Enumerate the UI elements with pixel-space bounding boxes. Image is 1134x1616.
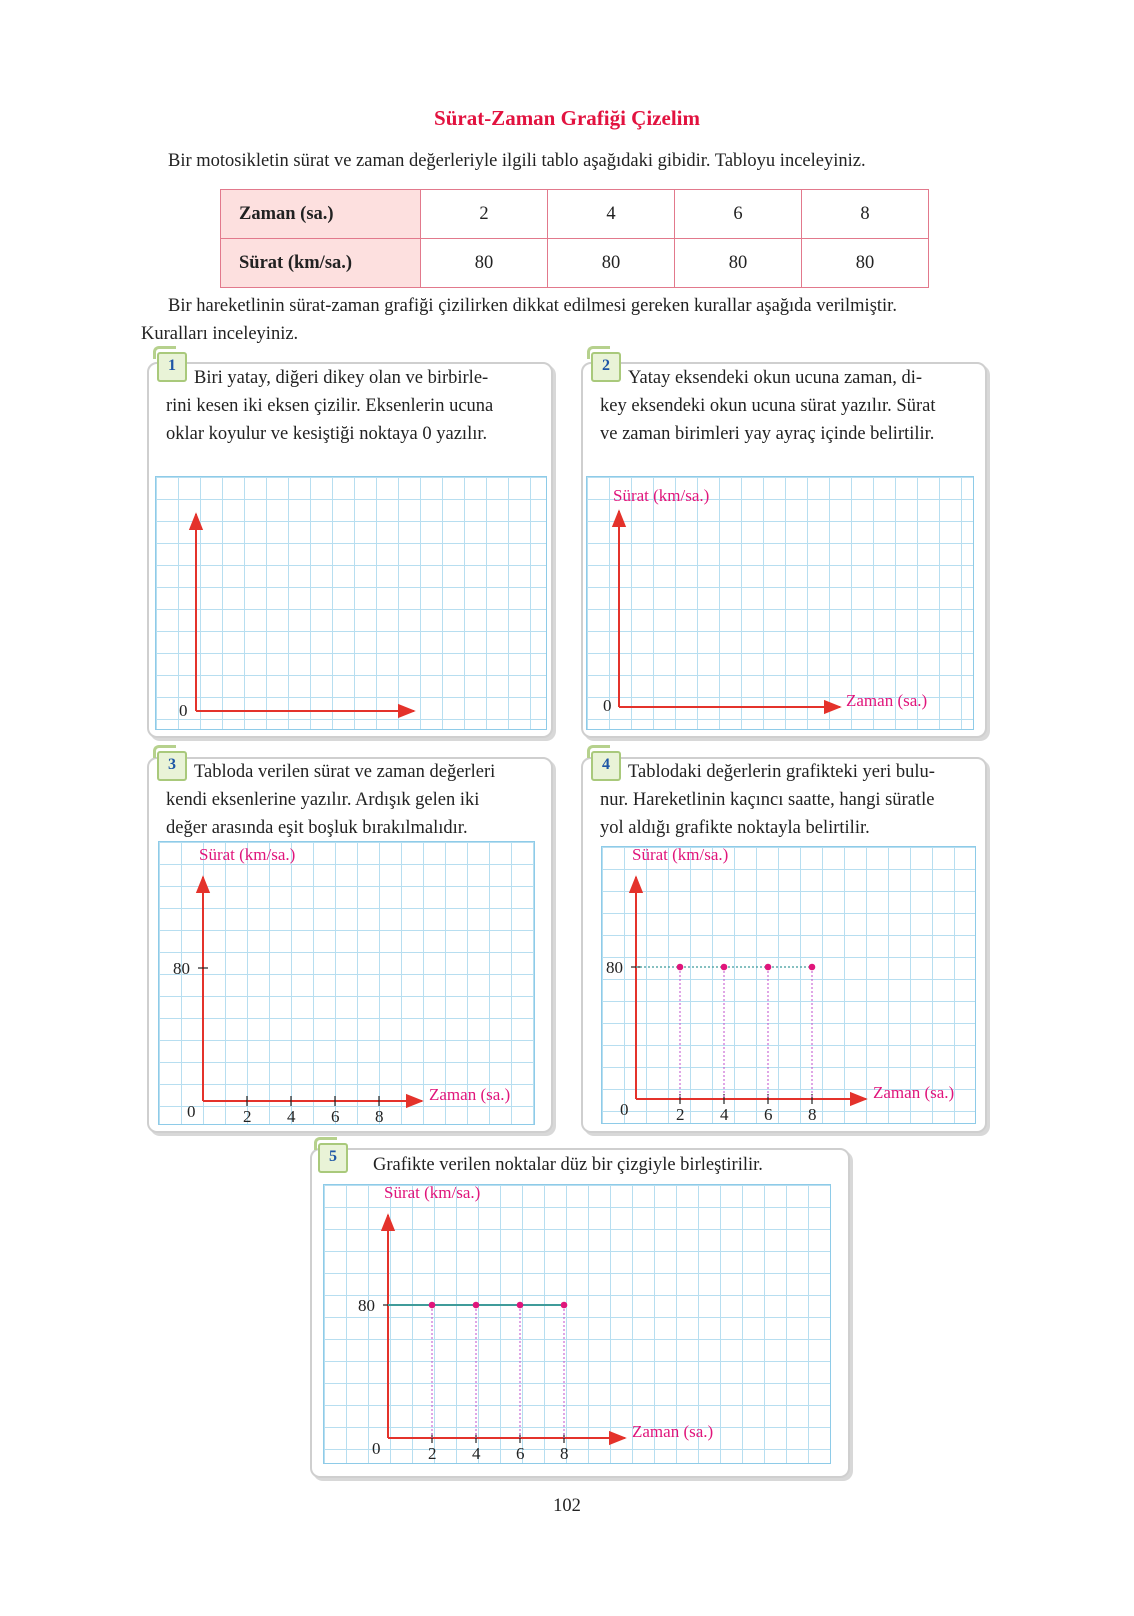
x-tick-label: 8 xyxy=(560,1444,569,1463)
table-cell: 80 xyxy=(675,239,802,288)
y-axis-label: Sürat (km/sa.) xyxy=(199,845,296,864)
table-header: Sürat (km/sa.) xyxy=(221,239,421,288)
x-axis-label: Zaman (sa.) xyxy=(429,1085,511,1104)
x-tick-label: 2 xyxy=(428,1444,437,1463)
graph-4 xyxy=(606,845,954,1124)
graph-3 xyxy=(173,845,510,1126)
origin-label: 0 xyxy=(372,1439,381,1458)
origin-label: 0 xyxy=(620,1100,629,1119)
x-tick-label: 8 xyxy=(808,1105,817,1124)
step-number-badge: 5 xyxy=(318,1143,348,1173)
y-tick-label: 80 xyxy=(606,958,623,977)
x-tick-label: 6 xyxy=(764,1105,773,1124)
step-line: Yatay eksendeki okun ucuna zaman, di- xyxy=(628,368,923,388)
step-number-badge: 2 xyxy=(591,352,621,382)
step-line: Biri yatay, diğeri dikey olan ve birbirle- xyxy=(194,368,489,388)
data-point xyxy=(517,1302,524,1309)
y-axis-label: Sürat (km/sa.) xyxy=(384,1183,481,1202)
y-axis-label: Sürat (km/sa.) xyxy=(632,845,729,864)
y-tick-label: 80 xyxy=(358,1296,375,1315)
data-point xyxy=(809,964,816,971)
data-point xyxy=(473,1302,480,1309)
x-axis-label: Zaman (sa.) xyxy=(873,1083,955,1102)
x-tick-label: 8 xyxy=(375,1107,384,1126)
step-line: rini kesen iki eksen çizilir. Eksenlerin ucuna xyxy=(166,396,494,416)
page-number: 102 xyxy=(553,1496,581,1516)
table-cell: 80 xyxy=(548,239,675,288)
step-line: yol aldığı grafikte noktayla belirtilir. xyxy=(600,818,870,838)
data-point xyxy=(677,964,684,971)
origin-label: 0 xyxy=(603,696,612,715)
graph-5 xyxy=(358,1183,713,1463)
step-line: ve zaman birimleri yay ayraç içinde belirtilir. xyxy=(600,424,935,444)
x-axis-label: Zaman (sa.) xyxy=(632,1422,714,1441)
table-cell: 4 xyxy=(548,190,675,239)
x-tick-label: 2 xyxy=(676,1105,685,1124)
step-line: kendi eksenlerine yazılır. Ardışık gelen iki xyxy=(166,790,480,810)
table-header: Zaman (sa.) xyxy=(221,190,421,239)
x-tick-label: 4 xyxy=(472,1444,481,1463)
table-cell: 2 xyxy=(421,190,548,239)
step-line: değer arasında eşit boşluk bırakılmalıdır. xyxy=(166,818,468,838)
x-axis-label: Zaman (sa.) xyxy=(846,691,928,710)
rules-line: Kuralları inceleyiniz. xyxy=(141,324,299,344)
table-cell: 6 xyxy=(675,190,802,239)
step-line: nur. Hareketlinin kaçıncı saatte, hangi süratle xyxy=(600,790,935,810)
step-line: Tablodaki değerlerin grafikteki yeri bulu- xyxy=(628,762,935,782)
step-number-badge: 1 xyxy=(157,352,187,382)
table-cell: 80 xyxy=(421,239,548,288)
x-tick-label: 6 xyxy=(331,1107,340,1126)
intro-text: Bir motosikletin sürat ve zaman değerleriyle ilgili tablo aşağıdaki gibidir. Tabloyu inceleyiniz. xyxy=(168,151,866,171)
x-tick-label: 4 xyxy=(720,1105,729,1124)
data-point xyxy=(721,964,728,971)
x-tick-label: 6 xyxy=(516,1444,525,1463)
x-tick-label: 4 xyxy=(287,1107,296,1126)
x-tick-label: 2 xyxy=(243,1107,252,1126)
step-line: key eksendeki okun ucuna sürat yazılır. Sürat xyxy=(600,396,936,416)
y-tick-label: 80 xyxy=(173,959,190,978)
step-line: Grafikte verilen noktalar düz bir çizgiyle birleştirilir. xyxy=(373,1155,763,1175)
step-line: oklar koyulur ve kesiştiği noktaya 0 yazılır. xyxy=(166,424,488,444)
origin-label: 0 xyxy=(187,1102,196,1121)
table-cell: 8 xyxy=(802,190,929,239)
y-axis-label: Sürat (km/sa.) xyxy=(613,486,710,505)
step-line: Tabloda verilen sürat ve zaman değerleri xyxy=(194,762,496,782)
origin-label: 0 xyxy=(179,701,188,720)
data-point xyxy=(765,964,772,971)
page-title: Sürat-Zaman Grafiği Çizelim xyxy=(434,106,700,130)
data-point xyxy=(429,1302,436,1309)
step-number-badge: 3 xyxy=(157,751,187,781)
step-number-badge: 4 xyxy=(591,751,621,781)
data-point xyxy=(561,1302,568,1309)
table-cell: 80 xyxy=(802,239,929,288)
rules-line: Bir hareketlinin sürat-zaman grafiği çizilirken dikkat edilmesi gereken kurallar aşağıda verilmiştir. xyxy=(168,296,897,316)
